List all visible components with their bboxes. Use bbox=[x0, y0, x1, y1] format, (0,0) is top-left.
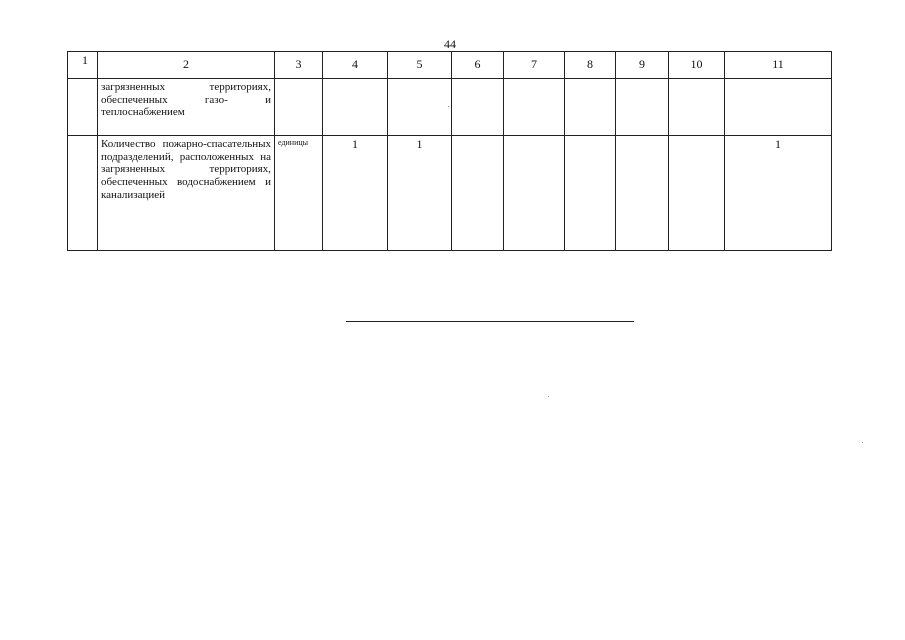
scan-speck bbox=[862, 442, 863, 443]
scan-speck bbox=[548, 396, 549, 397]
row-unit bbox=[275, 79, 323, 136]
row-description: Количество пожарно-спасательных подразделений, расположенных на загрязненных территориях, обеспеченных водоснабжением и канализацией bbox=[98, 136, 275, 251]
table-cell bbox=[68, 79, 98, 136]
table-cell: 1 bbox=[323, 136, 388, 251]
table-cell bbox=[504, 136, 565, 251]
table-cell bbox=[616, 136, 669, 251]
table-cell bbox=[504, 79, 565, 136]
closing-rule bbox=[346, 321, 634, 322]
table-cell bbox=[565, 79, 616, 136]
table-cell bbox=[68, 136, 98, 251]
column-header: 1 bbox=[68, 52, 98, 79]
column-header: 7 bbox=[504, 52, 565, 79]
column-header: 6 bbox=[452, 52, 504, 79]
column-header: 2 bbox=[98, 52, 275, 79]
data-table bbox=[67, 51, 832, 251]
column-header: 10 bbox=[669, 52, 725, 79]
table-cell: 1 bbox=[388, 136, 452, 251]
table-cell bbox=[565, 136, 616, 251]
table-row bbox=[68, 79, 832, 136]
table-cell bbox=[616, 79, 669, 136]
table-cell bbox=[452, 136, 504, 251]
row-description: загрязненных территориях, обеспеченных газо- и теплоснабжением bbox=[98, 79, 275, 136]
row-unit: единицы bbox=[275, 136, 323, 251]
table-cell bbox=[669, 79, 725, 136]
scan-speck bbox=[448, 106, 449, 107]
page-number: 44 bbox=[444, 37, 456, 51]
table-cell bbox=[323, 79, 388, 136]
table-header-row bbox=[68, 52, 832, 79]
table-cell: 1 bbox=[725, 136, 832, 251]
table-cell bbox=[452, 79, 504, 136]
column-header: 9 bbox=[616, 52, 669, 79]
table-row bbox=[68, 136, 832, 251]
column-header: 3 bbox=[275, 52, 323, 79]
column-header: 11 bbox=[725, 52, 832, 79]
table-cell bbox=[669, 136, 725, 251]
table-cell bbox=[725, 79, 832, 136]
table-cell bbox=[388, 79, 452, 136]
column-header: 8 bbox=[565, 52, 616, 79]
column-header: 4 bbox=[323, 52, 388, 79]
column-header: 5 bbox=[388, 52, 452, 79]
